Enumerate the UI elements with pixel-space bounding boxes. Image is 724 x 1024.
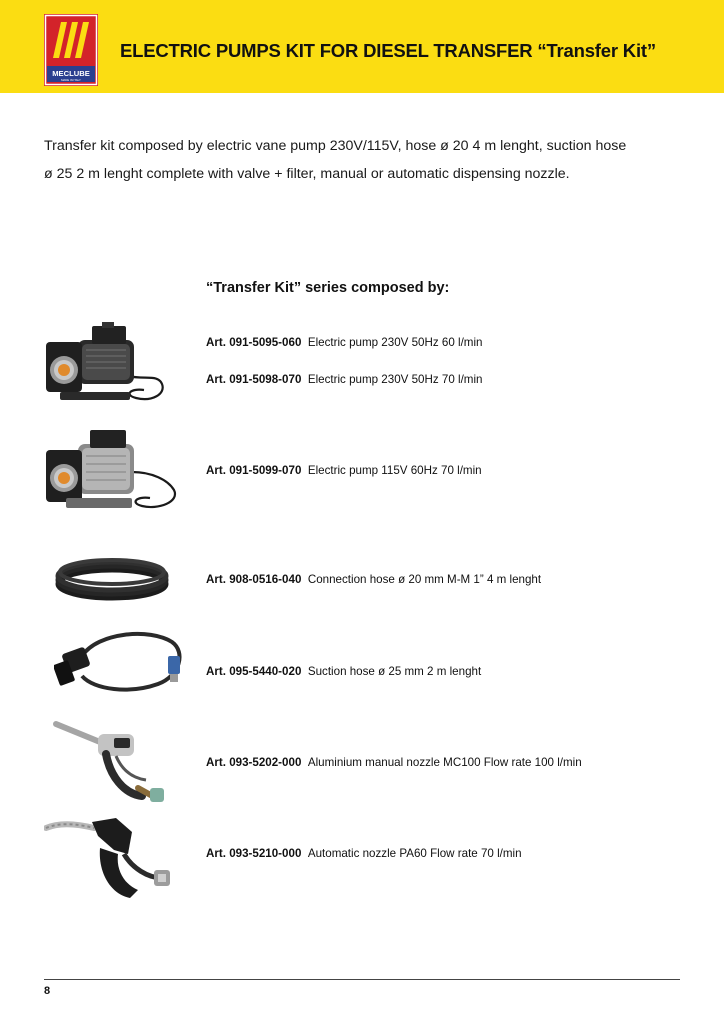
- article-code: Art. 093-5202-000: [206, 756, 302, 769]
- article-code: Art. 095-5440-020: [206, 665, 302, 678]
- article-row: [206, 336, 482, 349]
- electric-pump-230v-image: [40, 318, 182, 408]
- footer-divider: [44, 979, 680, 980]
- article-code: Art. 091-5095-060: [206, 336, 302, 349]
- article-code: Art. 091-5099-070: [206, 464, 302, 477]
- page-header: [0, 0, 724, 93]
- article-row: [206, 573, 541, 586]
- suction-hose-image: [54, 626, 190, 698]
- article-row: [206, 665, 481, 678]
- article-row: [206, 373, 482, 386]
- article-description: Electric pump 230V 50Hz 60 l/min: [307, 336, 483, 349]
- article-row: [206, 756, 582, 769]
- article-description: Connection hose ø 20 mm M-M 1” 4 m lenght: [307, 573, 542, 586]
- intro-line: Transfer kit composed by electric vane pump 230V/115V, hose ø 20 4 m lenght, suction hose: [44, 138, 627, 154]
- article-code: Art. 093-5210-000: [206, 847, 302, 860]
- article-description: Suction hose ø 25 mm 2 m lenght: [307, 665, 482, 678]
- article-row: [206, 847, 522, 860]
- page-title: ELECTRIC PUMPS KIT FOR DIESEL TRANSFER “Transfer Kit”: [120, 40, 656, 61]
- connection-hose-image: [52, 556, 172, 606]
- article-description: Electric pump 230V 50Hz 70 l/min: [307, 373, 483, 386]
- page-number: 8: [44, 985, 51, 997]
- electric-pump-115v-image: [40, 428, 188, 518]
- logo-subtext: MADE IN ITALY: [61, 78, 81, 82]
- article-code: Art. 908-0516-040: [206, 573, 302, 586]
- logo-text: MECLUBE: [52, 69, 90, 78]
- intro-line: ø 25 2 m lenght complete with valve + filter, manual or automatic dispensing nozzle.: [44, 166, 570, 182]
- manual-nozzle-image: [52, 716, 170, 804]
- section-title: “Transfer Kit” series composed by:: [206, 280, 450, 296]
- article-description: Aluminium manual nozzle MC100 Flow rate 100 l/min: [307, 756, 582, 769]
- article-description: Electric pump 115V 60Hz 70 l/min: [307, 464, 482, 477]
- automatic-nozzle-image: [44, 814, 174, 904]
- meclube-logo: [44, 14, 98, 86]
- article-row: [206, 464, 482, 477]
- article-description: Automatic nozzle PA60 Flow rate 70 l/min: [307, 847, 522, 860]
- article-code: Art. 091-5098-070: [206, 373, 302, 386]
- intro-paragraph: [44, 132, 684, 188]
